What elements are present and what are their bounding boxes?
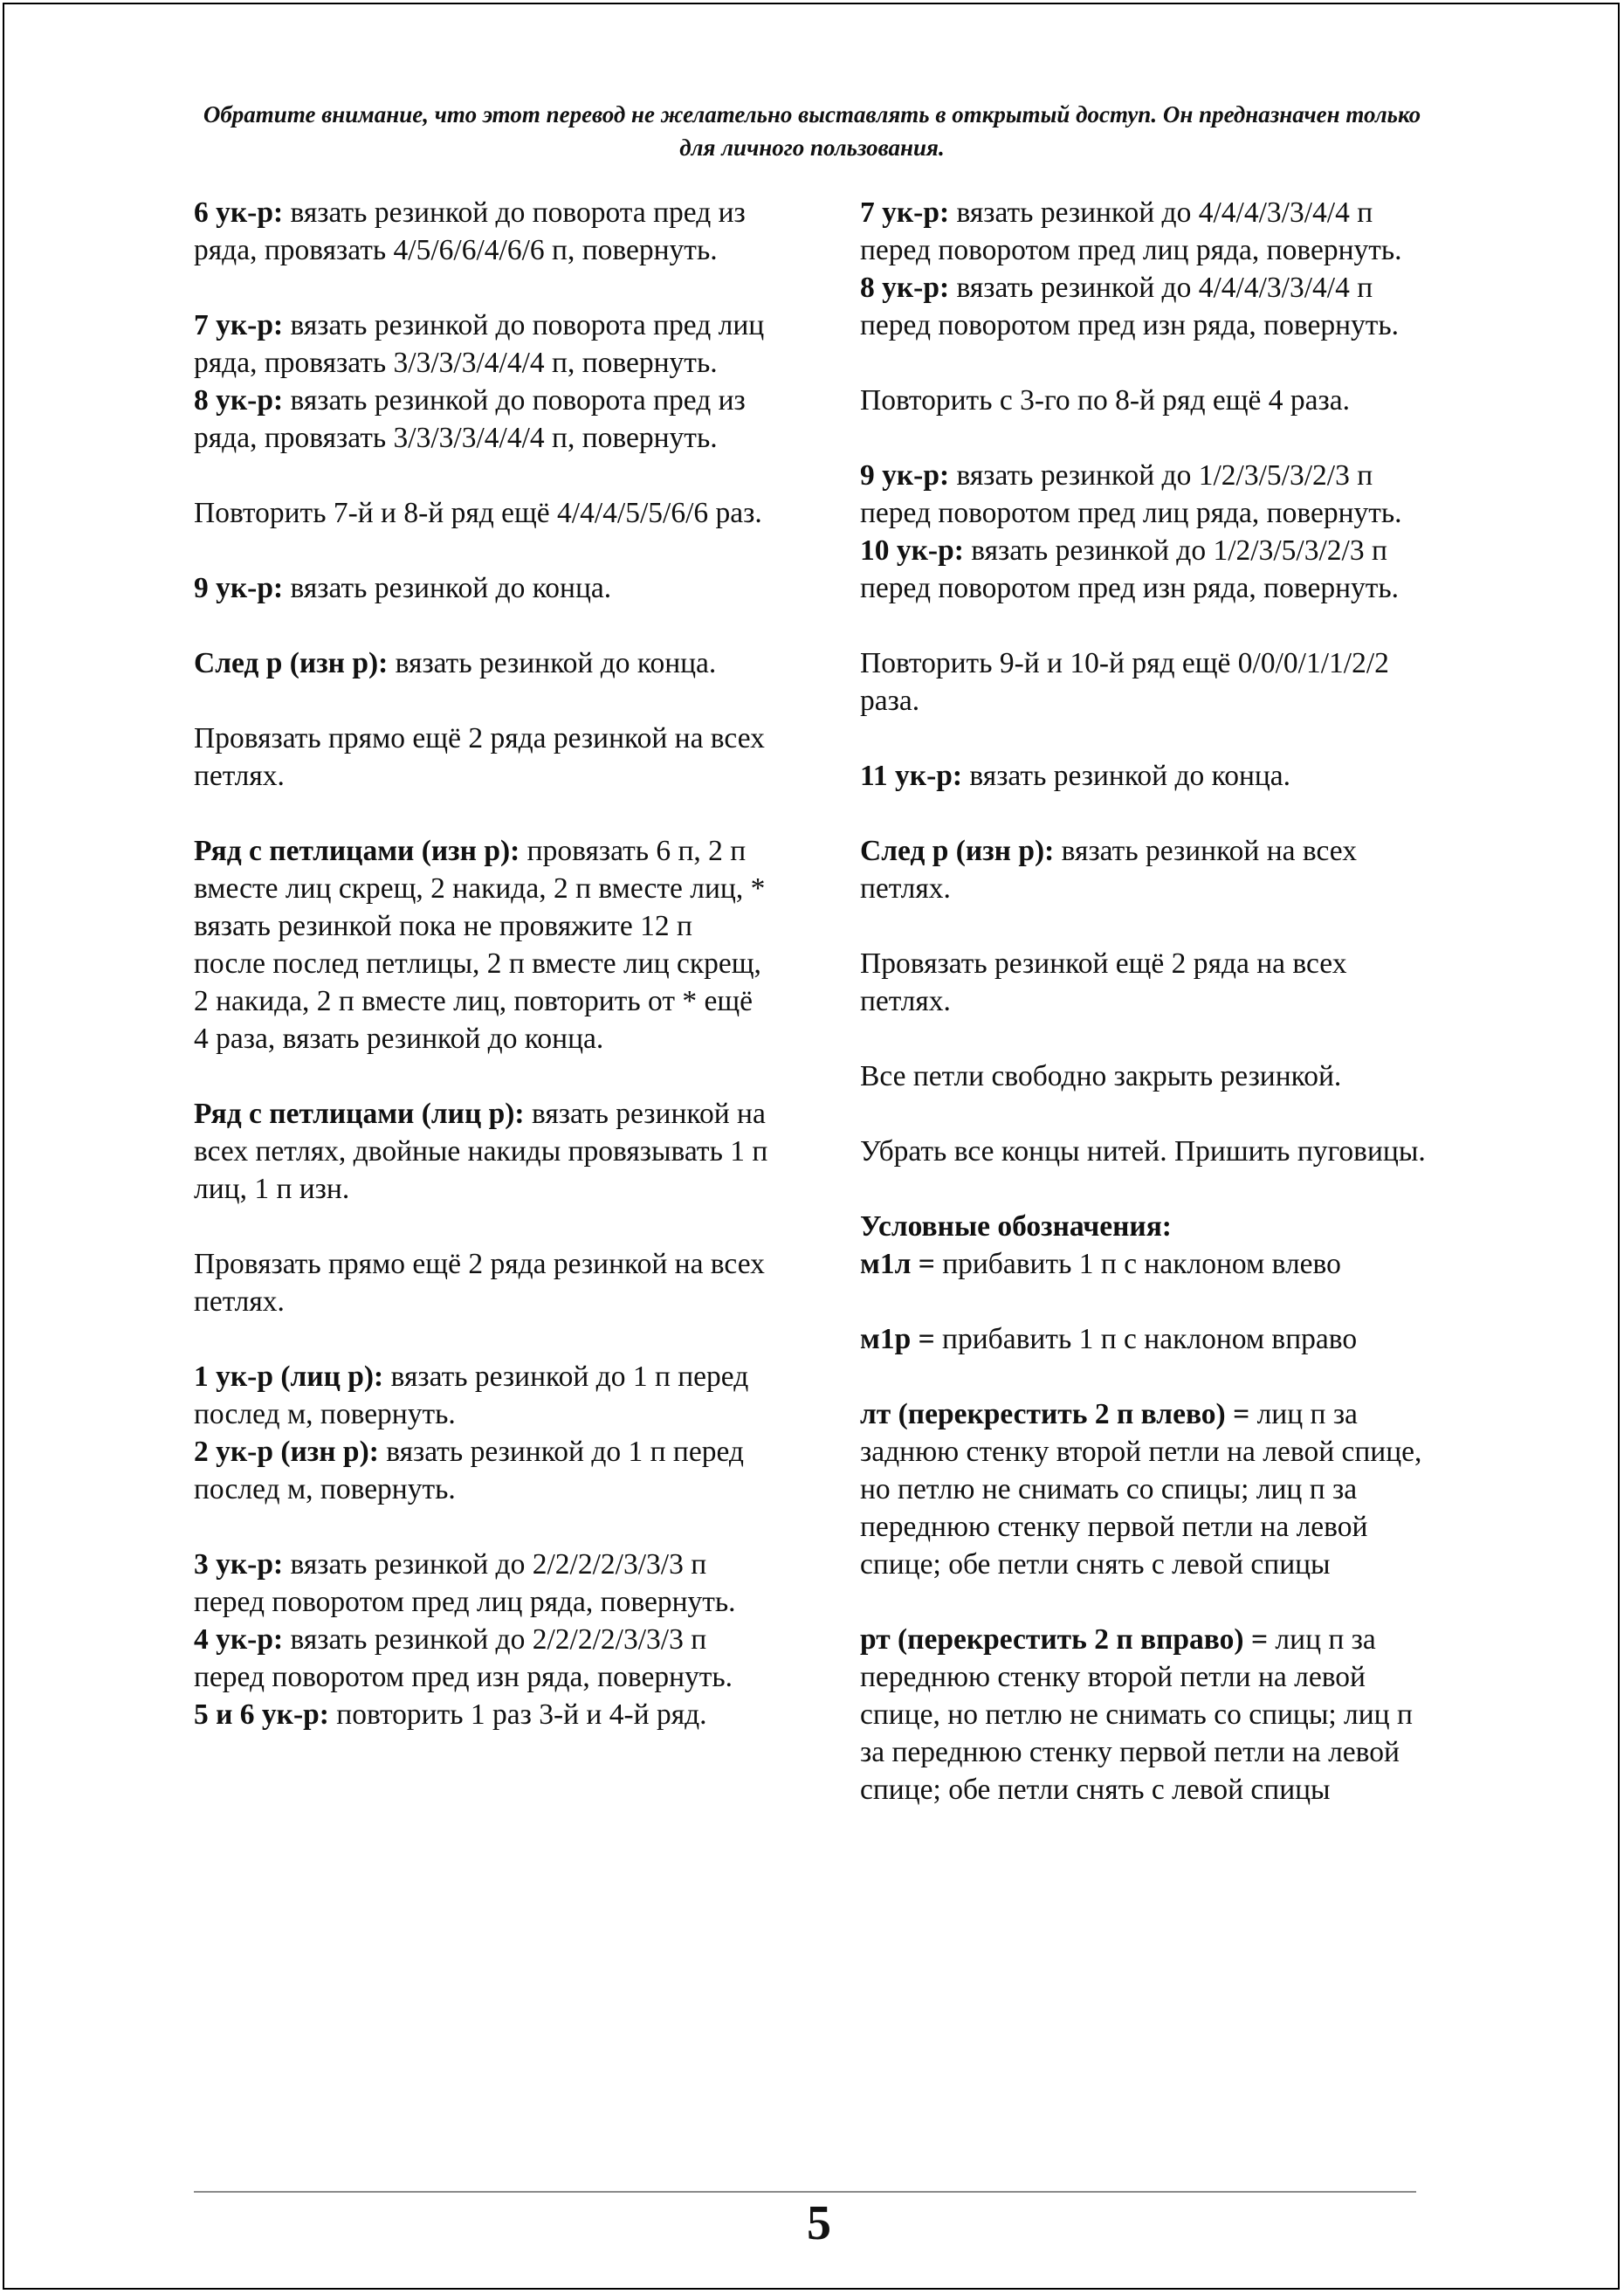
instruction-paragraph [194, 720, 770, 795]
paragraph-spacer [860, 419, 1436, 457]
instruction-paragraph [860, 1320, 1436, 1358]
instruction-paragraph [860, 382, 1436, 419]
instruction-paragraph [194, 1095, 770, 1208]
instruction-paragraph [194, 644, 770, 682]
paragraph-spacer [860, 607, 1436, 644]
instruction-text: Повторить 9-й и 10-й ряд ещё 0/0/0/1/1/2/2 раза. [860, 647, 1389, 717]
paragraph-spacer [194, 457, 770, 494]
instruction-text: вязать резинкой до 1 п перед послед м, повернуть. [194, 1436, 744, 1505]
left-column [194, 194, 770, 1733]
instruction-label: рт (перекрестить 2 п вправо) = [860, 1623, 1269, 1656]
paragraph-spacer [860, 1583, 1436, 1621]
instruction-label: 7 ук-р: [194, 309, 284, 341]
instruction-paragraph [860, 1245, 1436, 1283]
instruction-paragraph [194, 382, 770, 457]
instruction-label: След р (изн р): [194, 647, 389, 679]
instruction-paragraph [194, 1245, 770, 1320]
instruction-label: 6 ук-р: [194, 196, 284, 229]
paragraph-spacer [860, 795, 1436, 832]
instruction-text: вязать резинкой до конца. [283, 572, 612, 604]
instruction-text: вязать резинкой до 1/2/3/5/3/2/3 п перед поворотом пред лиц ряда, повернуть. [860, 459, 1402, 529]
instruction-label: м1р = [860, 1323, 935, 1355]
instruction-paragraph [860, 1057, 1436, 1095]
paragraph-spacer [860, 1020, 1436, 1057]
instruction-paragraph [194, 1358, 770, 1433]
notice-header: Обратите внимание, что этот перевод не желательно выставлять в открытый доступ. Он предназначен только для личного пользования. [203, 101, 1421, 161]
instruction-paragraph [194, 194, 770, 269]
paragraph-spacer [860, 907, 1436, 945]
instruction-label: Ряд с петлицами (изн р): [194, 835, 520, 867]
instruction-paragraph [194, 832, 770, 1057]
footer-rule [194, 2191, 1416, 2193]
instruction-text: лиц п за заднюю стенку второй петли на левой спице, но петлю не снимать со спицы; лиц п за переднюю стенку первой петли на левой спице; обе петли снять с левой спицы [860, 1398, 1422, 1581]
instruction-label: 9 ук-р: [194, 572, 284, 604]
paragraph-spacer [860, 1283, 1436, 1320]
instruction-text: вязать резинкой до конца. [388, 647, 717, 679]
instruction-paragraph [194, 1621, 770, 1696]
paragraph-spacer [860, 1095, 1436, 1133]
instruction-label: Ряд с петлицами (лиц р): [194, 1098, 525, 1130]
paragraph-spacer [194, 1320, 770, 1358]
instruction-text: вязать резинкой до 4/4/4/3/3/4/4 п перед поворотом пред изн ряда, повернуть. [860, 272, 1400, 341]
paragraph-spacer [860, 1358, 1436, 1395]
instruction-text: вязать резинкой на всех петлях. [860, 835, 1357, 905]
instruction-text: вязать резинкой до поворота пред лиц ряда, провязать 3/3/3/3/4/4/4 п, повернуть. [194, 309, 765, 379]
instruction-text: прибавить 1 п с наклоном вправо [934, 1323, 1358, 1355]
instruction-text: Убрать все концы нитей. Пришить пуговицы. [860, 1135, 1426, 1168]
instruction-label: 7 ук-р: [860, 196, 950, 229]
instruction-paragraph [194, 1546, 770, 1621]
paragraph-spacer [860, 720, 1436, 757]
page-number: 5 [807, 2196, 831, 2250]
instruction-text: Все петли свободно закрыть резинкой. [860, 1060, 1342, 1092]
paragraph-spacer [194, 269, 770, 307]
instruction-text: вязать резинкой до 2/2/2/2/3/3/3 п перед поворотом пред лиц ряда, повернуть. [194, 1548, 736, 1618]
instruction-paragraph [860, 532, 1436, 607]
instruction-paragraph [194, 569, 770, 607]
instruction-paragraph [194, 307, 770, 382]
instruction-label: 2 ук-р (изн р): [194, 1436, 379, 1468]
paragraph-spacer [860, 344, 1436, 382]
instruction-paragraph [860, 644, 1436, 720]
instruction-paragraph [860, 757, 1436, 795]
paragraph-spacer [194, 607, 770, 644]
instruction-label: 9 ук-р: [860, 459, 950, 492]
instruction-text: Провязать прямо ещё 2 ряда резинкой на всех петлях. [194, 722, 765, 792]
instruction-text: вязать резинкой до поворота пред из ряда, провязать 4/5/6/6/4/6/6 п, повернуть. [194, 196, 746, 266]
paragraph-spacer [194, 795, 770, 832]
instruction-label: 3 ук-р: [194, 1548, 284, 1581]
instruction-text: Повторить с 3-го по 8-й ряд ещё 4 раза. [860, 384, 1350, 417]
instruction-label: лт (перекрестить 2 п влево) = [860, 1398, 1250, 1430]
instruction-label: След р (изн р): [860, 835, 1055, 867]
paragraph-spacer [194, 1208, 770, 1245]
paragraph-spacer [194, 532, 770, 569]
paragraph-spacer [860, 1170, 1436, 1208]
instruction-label: 5 и 6 ук-р: [194, 1698, 329, 1731]
instruction-paragraph [860, 194, 1436, 269]
instruction-paragraph [860, 457, 1436, 532]
instruction-text: вязать резинкой до 4/4/4/3/3/4/4 п перед поворотом пред лиц ряда, повернуть. [860, 196, 1402, 266]
instruction-paragraph [860, 945, 1436, 1020]
instruction-text: вязать резинкой на всех петлях, двойные накиды провязывать 1 п лиц, 1 п изн. [194, 1098, 768, 1205]
paragraph-spacer [194, 1057, 770, 1095]
instruction-label: 1 ук-р (лиц р): [194, 1361, 384, 1393]
instruction-paragraph [860, 1208, 1436, 1245]
instruction-paragraph [860, 1395, 1436, 1583]
instruction-text: Провязать прямо ещё 2 ряда резинкой на всех петлях. [194, 1248, 765, 1318]
instruction-label: 8 ук-р: [194, 384, 284, 417]
instruction-paragraph [860, 832, 1436, 907]
instruction-paragraph [860, 1621, 1436, 1808]
right-column [860, 194, 1436, 1808]
instruction-text: прибавить 1 п с наклоном влево [934, 1248, 1341, 1280]
instruction-text: вязать резинкой до 1 п перед послед м, повернуть. [194, 1361, 749, 1430]
instruction-label: 10 ук-р: [860, 534, 964, 567]
instruction-label: 8 ук-р: [860, 272, 950, 304]
instruction-paragraph [860, 269, 1436, 344]
instruction-label: 11 ук-р: [860, 760, 963, 792]
instruction-paragraph [194, 494, 770, 532]
instruction-text: вязать резинкой до 1/2/3/5/3/2/3 п перед поворотом пред изн ряда, повернуть. [860, 534, 1400, 604]
instruction-paragraph [194, 1696, 770, 1733]
instruction-text: повторить 1 раз 3-й и 4-й ряд. [328, 1698, 707, 1731]
instruction-text: провязать 6 п, 2 п вместе лиц скрещ, 2 накида, 2 п вместе лиц, * вязать резинкой пока не провяжите 12 п после послед петлицы, 2 п вместе лиц скрещ, 2 накида, 2 п вместе лиц, повторить от * ещё 4 раза, вязать резинкой до конца. [194, 835, 766, 1055]
instruction-text: вязать резинкой до 2/2/2/2/3/3/3 п перед поворотом пред изн ряда, повернуть. [194, 1623, 733, 1693]
instruction-text: вязать резинкой до конца. [962, 760, 1291, 792]
instruction-label: 4 ук-р: [194, 1623, 284, 1656]
paragraph-spacer [194, 682, 770, 720]
instruction-label: Условные обозначения: [860, 1210, 1172, 1243]
instruction-text: лиц п за переднюю стенку второй петли на левой спице, но петлю не снимать со спицы; лиц п за переднюю стенку первой петли на левой спице; обе петли снять с левой спицы [860, 1623, 1413, 1806]
instruction-text: вязать резинкой до поворота пред из ряда, провязать 3/3/3/3/4/4/4 п, повернуть. [194, 384, 746, 454]
instruction-paragraph [194, 1433, 770, 1508]
instruction-text: Повторить 7-й и 8-й ряд ещё 4/4/4/5/5/6/6 раз. [194, 497, 762, 529]
instruction-label: м1л = [860, 1248, 935, 1280]
paragraph-spacer [194, 1508, 770, 1546]
instruction-text: Провязать резинкой ещё 2 ряда на всех петлях. [860, 947, 1347, 1017]
instruction-paragraph [860, 1133, 1436, 1170]
